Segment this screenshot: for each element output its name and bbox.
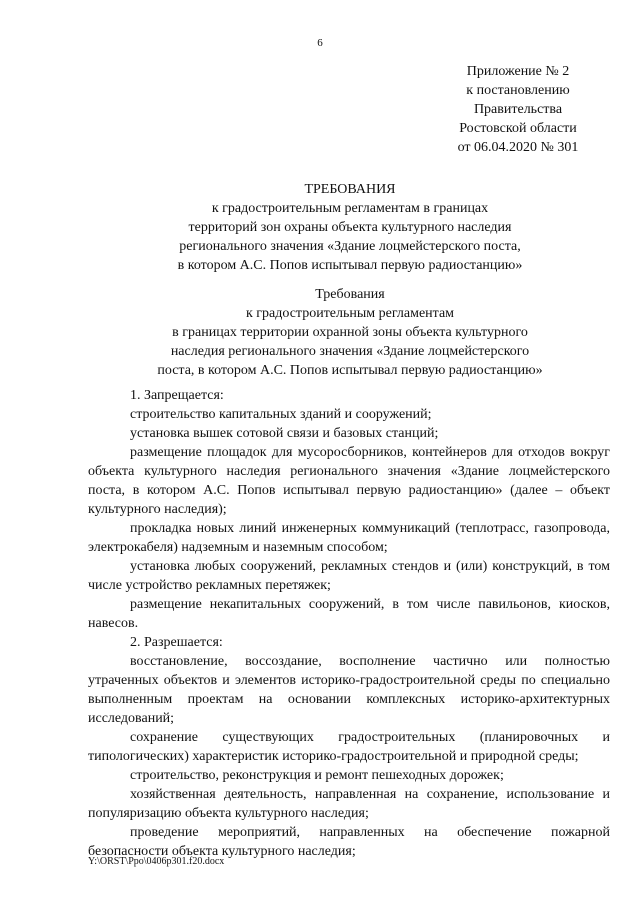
list-item: сохранение существующих градостроительных (планировочных и типологических) характеристик историко-градостроительной и природной среды; xyxy=(88,730,610,764)
section-permitted-heading: 2. Разрешается: xyxy=(130,635,223,650)
section-title-line: к градостроительным регламентам xyxy=(245,306,455,321)
appendix-line: к постановлению xyxy=(466,83,570,98)
title-line: в котором А.С. Попов испытывал первую радиостанцию» xyxy=(177,258,523,273)
section-title xyxy=(60,285,640,380)
title-line: регионального значения «Здание лоцмейстерского поста, xyxy=(179,239,521,254)
list-item: прокладка новых линий инженерных коммуникаций (теплотрасс, газопровода, электрокабеля) надземным и наземным способом; xyxy=(88,521,610,555)
title-line: к градостроительным регламентам в границах xyxy=(211,201,489,216)
section-prohibited-heading: 1. Запрещается: xyxy=(130,388,224,403)
appendix-line: Приложение № 2 xyxy=(466,64,570,79)
list-item: строительство, реконструкция и ремонт пешеходных дорожек; xyxy=(130,768,504,783)
list-item: установка вышек сотовой связи и базовых станций; xyxy=(130,426,439,441)
list-item: размещение некапитальных сооружений, в том числе павильонов, киосков, навесов. xyxy=(88,597,610,631)
list-item: строительство капитальных зданий и сооружений; xyxy=(130,407,432,422)
appendix-line: от 06.04.2020 № 301 xyxy=(457,140,579,155)
appendix-reference xyxy=(438,62,598,157)
title-line: территорий зон охраны объекта культурного наследия xyxy=(188,220,512,235)
footer-file-path: Y:\ORST\Ppo\0406p301.f20.docx xyxy=(88,856,225,867)
appendix-line: Ростовской области xyxy=(459,121,577,136)
list-item: восстановление, воссоздание, восполнение частично или полностью утраченных объектов и элементов историко-градостроительной среды по специально выполненным проектам на основании комплексных историко-архитектурных исследований; xyxy=(88,654,610,726)
section-title-line: в границах территории охранной зоны объекта культурного xyxy=(172,325,528,340)
document-title xyxy=(60,180,640,275)
section-title-line: наследия регионального значения «Здание лоцмейстерского xyxy=(170,344,530,359)
appendix-line: Правительства xyxy=(473,102,563,117)
list-item: проведение мероприятий, направленных на обеспечение пожарной безопасности объекта культурного наследия; xyxy=(88,825,610,859)
list-item: размещение площадок для мусоросборников, контейнеров для отходов вокруг объекта культурного наследия регионального значения «Здание лоцмейстерского поста, в котором А.С. Попов испытывал первую радиостанцию» (далее – объект культурного наследия); xyxy=(88,445,610,517)
section-title-line: поста, в котором А.С. Попов испытывал первую радиостанцию» xyxy=(157,363,543,378)
document-body xyxy=(88,386,610,861)
title-heading: ТРЕБОВАНИЯ xyxy=(304,182,396,197)
list-item: установка любых сооружений, рекламных стендов и (или) конструкций, в том числе устройство рекламных перетяжек; xyxy=(88,559,610,593)
section-heading: Требования xyxy=(315,287,385,302)
list-item: хозяйственная деятельность, направленная на сохранение, использование и популяризацию объекта культурного наследия; xyxy=(88,787,610,821)
page-number: 6 xyxy=(317,37,323,49)
